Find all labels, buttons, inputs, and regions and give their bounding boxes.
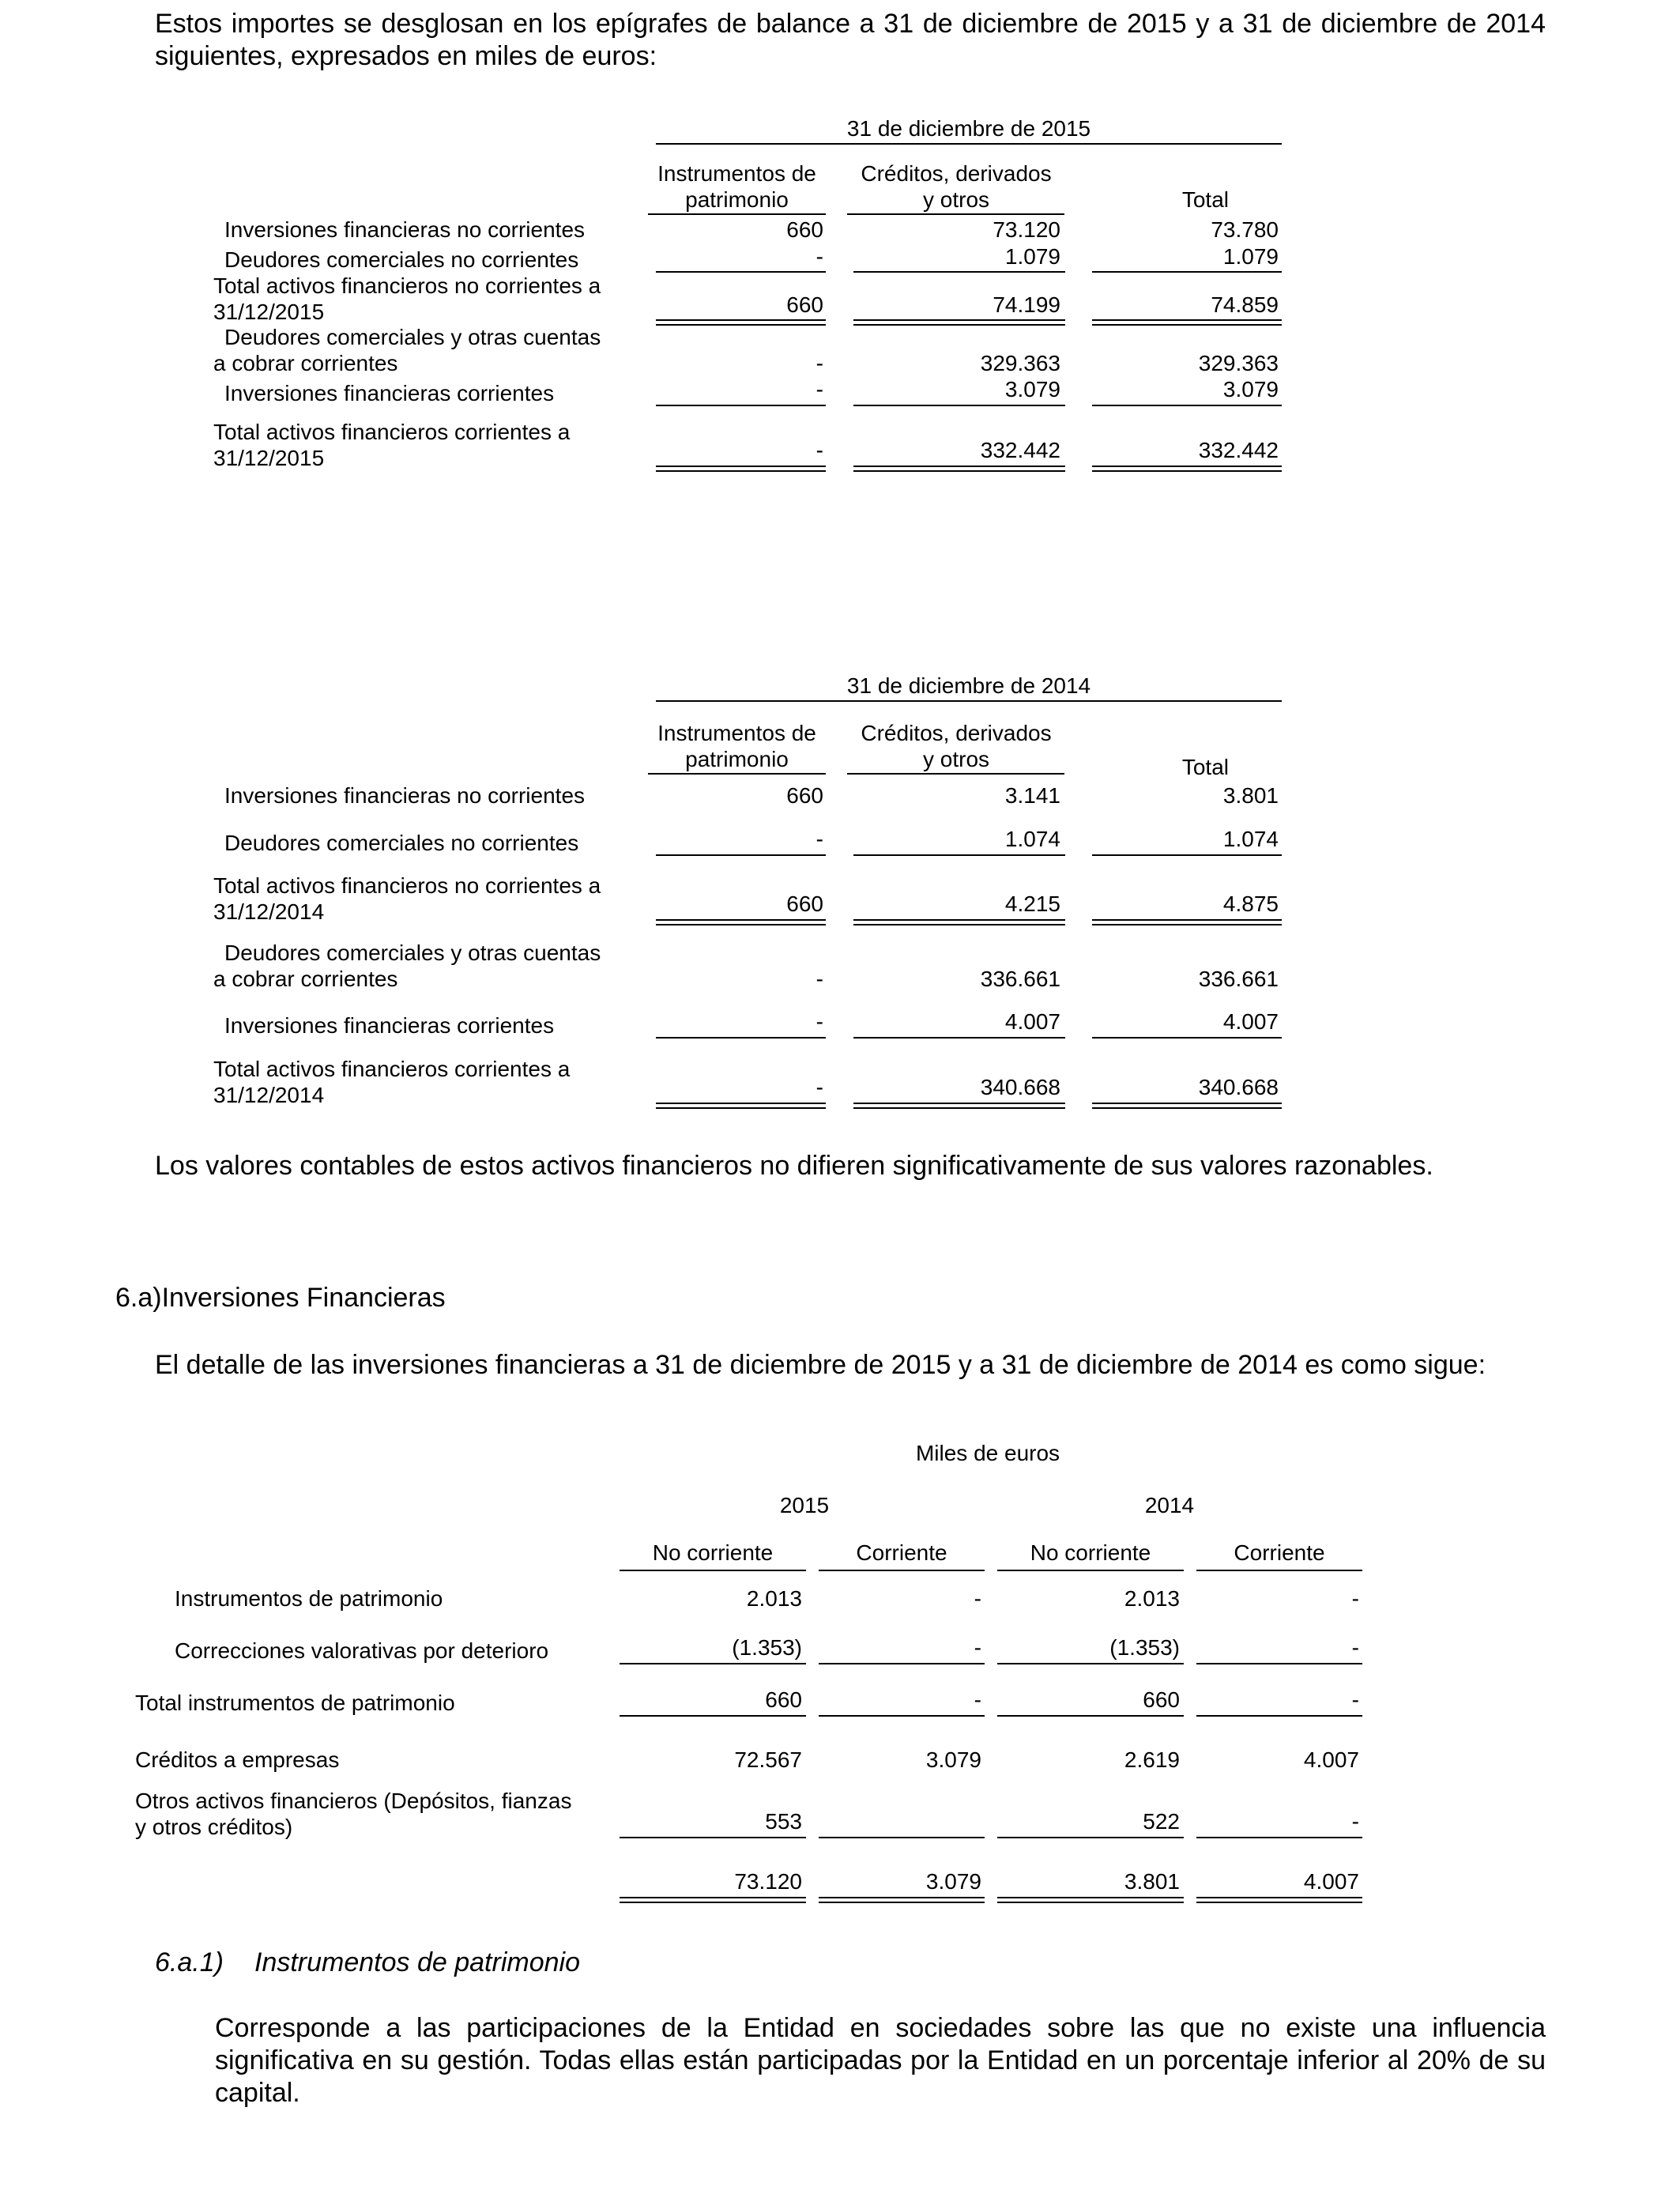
cell-value: 72.567 [734, 1747, 802, 1772]
row-label: 31/12/2015 [213, 446, 325, 470]
cell-value: 4.007 [1222, 1009, 1279, 1034]
total-value: 3.801 [1124, 1869, 1180, 1894]
cell-value: - [1351, 1586, 1359, 1611]
cell-value: 1.074 [1004, 827, 1060, 851]
total-value: 3.079 [925, 1869, 981, 1894]
cell-value: 2.013 [746, 1586, 802, 1611]
cell-value: (1.353) [1109, 1635, 1180, 1660]
cell-value: 1.079 [1222, 244, 1279, 269]
section-heading: 6.a)Inversiones Financieras [115, 1283, 446, 1313]
cell-value: - [1351, 1687, 1359, 1712]
row-label: Otros activos financieros (Depósitos, fianzas [135, 1789, 572, 1813]
col-header-instrumentos-2: patrimonio [685, 747, 789, 771]
cell-value: 4.875 [1222, 892, 1279, 916]
cell-value: 332.442 [1198, 438, 1279, 462]
cell-value: 74.859 [1211, 292, 1279, 317]
cell-value: - [816, 967, 823, 991]
row-label: Inversiones financieras corrientes [224, 381, 555, 405]
col-header-no-corriente-2015: No corriente [652, 1540, 774, 1565]
cell-value: 3.079 [925, 1747, 981, 1772]
row-label: Inversiones financieras corrientes [224, 1013, 555, 1038]
cell-value: 340.668 [980, 1075, 1060, 1099]
cell-value: 3.079 [1004, 377, 1060, 401]
units-label: Miles de euros [915, 1441, 1060, 1465]
row-label: Correcciones valorativas por deterioro [175, 1638, 549, 1663]
table-2015-title: 31 de diciembre de 2015 [846, 116, 1091, 141]
cell-value: 3.079 [1222, 377, 1279, 401]
cell-value: 3.801 [1222, 783, 1279, 808]
intro-paragraph: Estos importes se desglosan en los epígrafes de balance a 31 de diciembre de 2015 y a 31 de diciembre de 2014 siguientes, expresados en miles de euros: [155, 9, 1546, 71]
row-label: a cobrar corrientes [213, 351, 398, 375]
cell-value: - [816, 1075, 823, 1099]
cell-value: 660 [786, 292, 823, 317]
cell-value: 74.199 [993, 292, 1060, 317]
cell-value: 660 [786, 783, 823, 808]
row-label: Deudores comerciales y otras cuentas [224, 325, 601, 349]
cell-value: 3.141 [1004, 783, 1060, 808]
row-label: Inversiones financieras no corrientes [224, 783, 586, 808]
row-label: Total activos financieros no corrientes a [213, 273, 601, 298]
cell-value: 2.619 [1124, 1747, 1180, 1772]
cell-value: - [974, 1687, 981, 1712]
col-header-instrumentos-2: patrimonio [685, 187, 789, 212]
cell-value: 2.013 [1124, 1586, 1180, 1611]
row-label: Deudores comerciales no corrientes [224, 247, 579, 272]
cell-value: 1.074 [1222, 827, 1279, 851]
cell-value: 660 [786, 217, 823, 242]
row-label: Créditos a empresas [135, 1747, 340, 1772]
col-header-creditos: Créditos, derivados [861, 721, 1052, 745]
cell-value: 1.079 [1004, 244, 1060, 269]
col-header-creditos-2: y otros [922, 747, 990, 771]
cell-value: (1.353) [732, 1635, 802, 1660]
cell-value: 522 [1143, 1809, 1180, 1834]
corresponde-paragraph: Corresponde a las participaciones de la Entidad en sociedades sobre las que no existe una influencia significativa en su gestión. Todas ellas están participadas por la Entidad en un porcentaje inferior al 20% de su capital. [215, 2013, 1546, 2108]
year-2014: 2014 [1144, 1493, 1195, 1517]
cell-value: 336.661 [980, 967, 1060, 991]
row-label: a cobrar corrientes [213, 967, 398, 991]
total-value: 73.120 [734, 1869, 802, 1894]
total-value: 4.007 [1303, 1869, 1359, 1894]
cell-value: - [816, 438, 823, 462]
cell-value: - [816, 351, 823, 375]
col-header-instrumentos: Instrumentos de [657, 161, 816, 186]
row-label: Deudores comerciales y otras cuentas [224, 941, 601, 965]
cell-value: 4.007 [1303, 1747, 1359, 1772]
cell-value: - [816, 377, 823, 401]
row-label: 31/12/2014 [213, 1083, 325, 1107]
cell-value: - [974, 1635, 981, 1660]
col-header-corriente-2015: Corriente [856, 1540, 947, 1565]
cell-value: 73.780 [1211, 217, 1279, 242]
cell-value: 73.120 [993, 217, 1060, 242]
col-header-corriente-2014: Corriente [1234, 1540, 1325, 1565]
subsection-number: 6.a.1) [155, 1947, 224, 1977]
cell-value: 4.007 [1004, 1009, 1060, 1034]
cell-value: 329.363 [1198, 351, 1279, 375]
valores-paragraph: Los valores contables de estos activos financieros no difieren significativamente de sus valores razonables. [155, 1151, 1433, 1181]
row-label: y otros créditos) [135, 1815, 293, 1839]
row-label: 31/12/2015 [213, 300, 325, 324]
col-header-total: Total [1181, 187, 1229, 212]
row-label: Total instrumentos de patrimonio [135, 1691, 455, 1715]
cell-value: 660 [765, 1687, 802, 1712]
row-label: Total activos financieros no corrientes a [213, 873, 601, 898]
cell-value: - [816, 1009, 823, 1034]
cell-value: - [1351, 1809, 1359, 1834]
row-label: Total activos financieros corrientes a [213, 1057, 571, 1081]
col-header-no-corriente-2014: No corriente [1030, 1540, 1151, 1565]
cell-value: 340.668 [1198, 1075, 1279, 1099]
cell-value: 553 [765, 1809, 802, 1834]
row-label: Deudores comerciales no corrientes [224, 831, 579, 855]
col-header-total: Total [1181, 755, 1229, 779]
subsection-title: Instrumentos de patrimonio [254, 1947, 580, 1977]
year-2015: 2015 [779, 1493, 830, 1517]
row-label: Inversiones financieras no corrientes [224, 217, 586, 242]
cell-value: - [974, 1586, 981, 1611]
table-2014-title: 31 de diciembre de 2014 [846, 673, 1091, 698]
row-label: Instrumentos de patrimonio [175, 1586, 443, 1611]
cell-value: 329.363 [980, 351, 1060, 375]
cell-value: - [1351, 1635, 1359, 1660]
col-header-creditos: Créditos, derivados [861, 161, 1052, 186]
cell-value: 660 [1143, 1687, 1180, 1712]
cell-value: 332.442 [980, 438, 1060, 462]
row-label: Total activos financieros corrientes a [213, 420, 571, 444]
cell-value: 336.661 [1198, 967, 1279, 991]
row-label: 31/12/2014 [213, 899, 325, 924]
cell-value: - [816, 827, 823, 851]
cell-value: 4.215 [1004, 892, 1060, 916]
col-header-creditos-2: y otros [922, 187, 990, 212]
cell-value: 660 [786, 892, 823, 916]
detalle-paragraph: El detalle de las inversiones financieras a 31 de diciembre de 2015 y a 31 de diciembre de 2014 es como sigue: [155, 1350, 1486, 1380]
cell-value: - [816, 244, 823, 269]
col-header-instrumentos: Instrumentos de [657, 721, 816, 745]
